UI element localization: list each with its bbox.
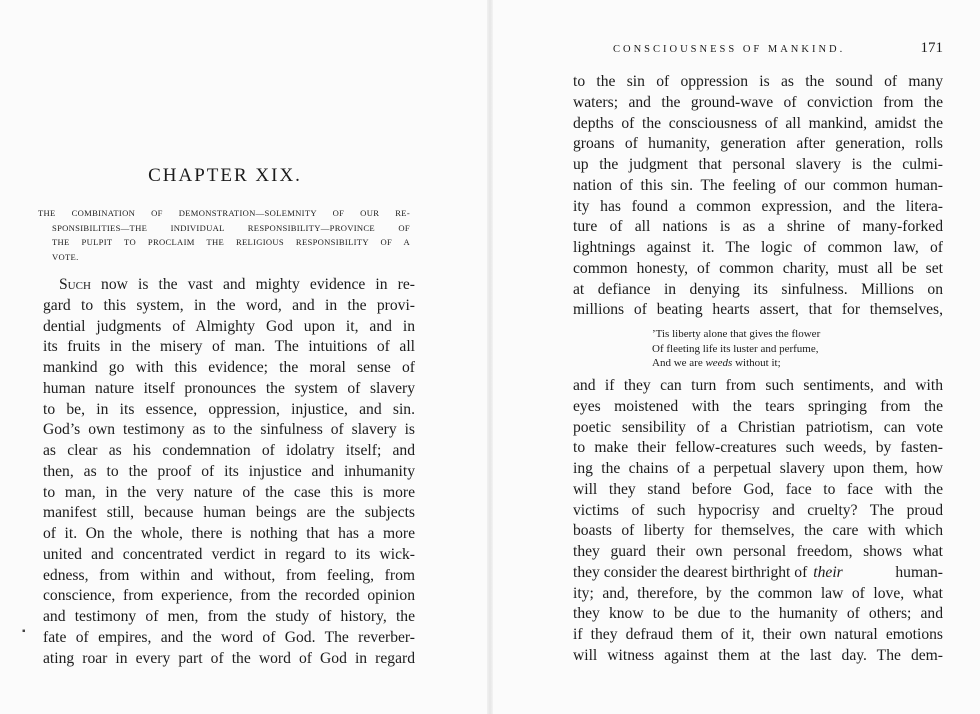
text-line: and if they can turn from such sentiments, and with [573, 377, 943, 394]
text-line: human nature itself pronounces the system of slavery [43, 379, 415, 397]
text-line: ing the chains of a perpetual slavery upon them, how [573, 460, 943, 477]
text-line: common honesty, of common charity, must all be set [573, 259, 943, 277]
text-line: they guard their own personal freedom, shows what [573, 543, 943, 560]
text-line: dential judgments of Almighty God upon it, and in [43, 317, 415, 335]
text-line-start: they consider the dearest birthright of [573, 563, 808, 581]
text-line: to make their fellow-creatures such weeds, by fasten- [573, 439, 943, 457]
text-line-rest: now is the vast and mighty evidence in re- [90, 276, 415, 293]
summary-line: THE COMBINATION OF DEMONSTRATION—SOLEMNITY OF OUR RE- [38, 208, 410, 218]
text-line: at defiance in denying its sinfulness. Millions on [573, 280, 943, 298]
text-line: its fruits in the misery of man. The intuitions of all [43, 338, 415, 356]
text-line: as clear as his condemnation of idolatry itself; and [43, 442, 415, 459]
margin-mark: ▪ [22, 626, 26, 637]
text-line: groans of humanity, generation after generation, rolls [573, 135, 943, 153]
right-body-text-lower [573, 376, 943, 667]
text-line: ity; and, therefore, by the common law of love, what [573, 584, 943, 602]
running-head-title: CONSCIOUSNESS OF MANKIND. [613, 44, 846, 55]
chapter-summary [38, 206, 410, 264]
text-line: millions of beating hearts assert, that for themselves, [573, 301, 943, 319]
text-line: they know to be due to the humanity of others; and [573, 605, 943, 623]
text-line: to man, in the very nature of the case this is more [43, 483, 415, 501]
text-line: united and concentrated verdict in regard to its wick- [43, 545, 415, 563]
text-line: mankind go with this evidence; the moral sense of [43, 359, 415, 376]
left-body-text [43, 275, 415, 669]
text-line: boasts of liberty for themselves, the care with which [573, 522, 943, 540]
text-line: to be, in its essence, oppression, injustice, and sin. [43, 400, 415, 418]
summary-line: SPONSIBILITIES—THE INDIVIDUAL RESPONSIBILITY—PROVINCE OF [52, 222, 410, 233]
poem-line: ’Tis liberty alone that gives the flower [652, 328, 821, 340]
poem-line: Of fleeting life its luster and perfume, [652, 342, 819, 355]
text-line: then, as to the proof of its injustice and inhumanity [43, 462, 415, 480]
text-line: will witness against them at the last day. The dem- [573, 646, 943, 664]
chapter-title: CHAPTER XIX. [148, 165, 302, 186]
poem-line [652, 356, 820, 371]
poem-line-start: And we are [652, 357, 706, 370]
text-line: and testimony of men, from the study of history, the [43, 608, 415, 625]
text-line: manifest still, because human beings are the subjects [43, 504, 415, 522]
text-line: of it. On the whole, there is nothing that has a more [43, 525, 415, 542]
text-line: nation of this sin. The feeling of our common human- [573, 176, 943, 194]
text-line: ating roar in every part of the word of God in regard [43, 649, 415, 667]
text-line: gard to this system, in the word, and in the provi- [43, 296, 415, 314]
text-line: will they stand before God, face to face with the [573, 480, 943, 498]
text-line [573, 563, 943, 584]
text-line: poetic sensibility of a Christian patriotism, can vote [573, 418, 943, 436]
text-line: lightnings against it. The logic of common law, of [573, 239, 943, 256]
text-line: to the sin of oppression is as the sound of many [573, 73, 943, 90]
text-line: eyes moistened with the tears springing from the [573, 397, 943, 415]
poem-line-end: without it; [732, 357, 781, 370]
text-line: waters; and the ground-wave of conviction from the [573, 93, 943, 111]
text-line: God’s own testimony as to the sinfulness of slavery is [43, 421, 415, 439]
page-number: 171 [920, 40, 943, 56]
text-line [43, 275, 415, 296]
text-line: edness, from within and without, from feeling, from [43, 566, 415, 584]
right-body-text-upper [573, 72, 943, 321]
text-line: fate of empires, and the word of God. The reverber- [43, 628, 415, 646]
running-head [613, 40, 943, 57]
emphasized-word: their [813, 563, 843, 581]
summary-line: THE PULPIT TO PROCLAIM THE RELIGIOUS RESPONSIBILITY OF A [52, 237, 410, 248]
text-line: ture of all nations is as a shrine of many-forked [573, 218, 943, 236]
text-line: depths of the consciousness of all mankind, amidst the [573, 114, 943, 132]
text-line: up the judgment that personal slavery is the culmi- [573, 156, 943, 173]
text-line-end: human- [891, 563, 943, 581]
text-line: ity has found a common expression, and the litera- [573, 197, 943, 215]
summary-line: VOTE. [52, 251, 79, 262]
text-line: if they defraud them of it, their own natural emotions [573, 626, 943, 643]
poem-emphasis: weeds [705, 357, 733, 370]
opening-word: Such [59, 276, 91, 293]
text-line: victims of such hypocrisy and cruelty? The proud [573, 501, 943, 519]
text-line: conscience, from experience, from the recorded opinion [43, 587, 415, 605]
poem-quotation [652, 327, 820, 371]
